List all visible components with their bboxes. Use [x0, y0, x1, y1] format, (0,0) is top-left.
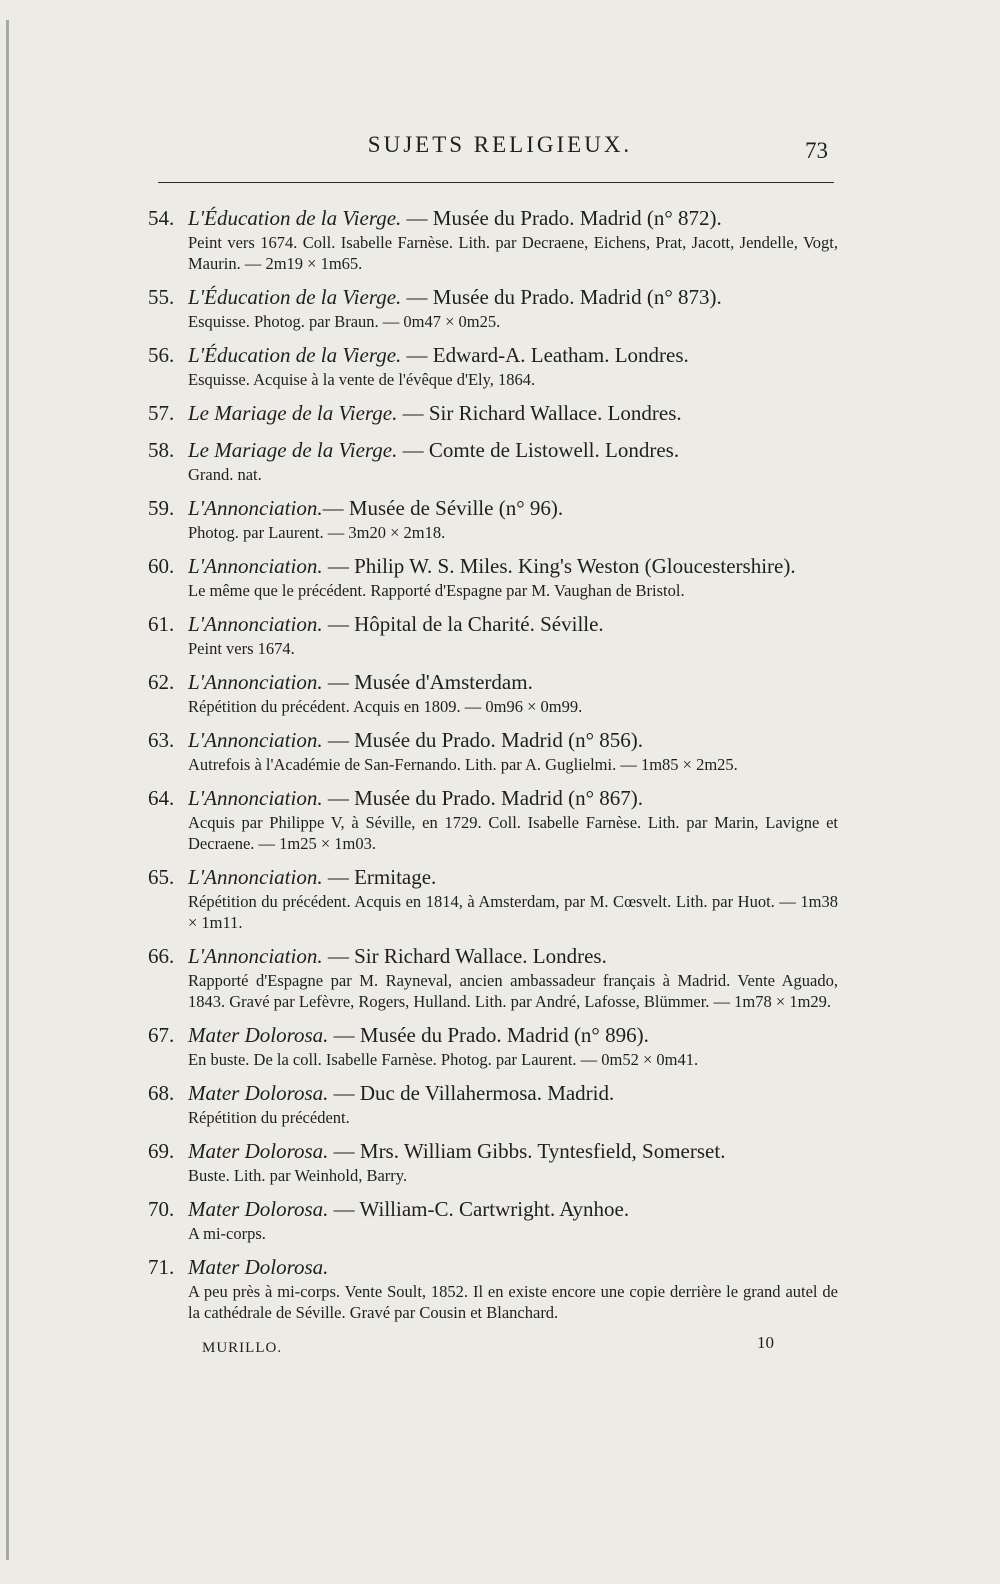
- entry-location: — Musée du Prado. Madrid (n° 873).: [401, 285, 722, 309]
- entry-location: — Duc de Villahermosa. Madrid.: [328, 1081, 615, 1105]
- entry-location: — Ermitage.: [322, 865, 437, 889]
- catalogue-entry: [148, 1195, 838, 1244]
- entry-title: L'Annonciation.: [188, 728, 323, 752]
- running-header-title: SUJETS RELIGIEUX.: [367, 132, 633, 157]
- entry-location: — Musée de Séville (n° 96).: [322, 496, 564, 520]
- entry-heading: [148, 668, 838, 696]
- entry-title: Mater Dolorosa.: [188, 1023, 329, 1047]
- page-margin-shadow: [6, 20, 9, 1560]
- catalogue-entry: [148, 726, 838, 775]
- entry-note: Autrefois à l'Académie de San-Fernando. Lith. par A. Guglielmi. — 1m85 × 2m25.: [188, 755, 738, 774]
- entry-note: Le même que le précédent. Rapporté d'Espagne par M. Vaughan de Bristol.: [188, 581, 685, 600]
- entry-number: 54.: [148, 206, 175, 230]
- entry-heading: [148, 726, 838, 754]
- entry-location: — Musée du Prado. Madrid (n° 872).: [401, 206, 722, 230]
- entry-number: 67.: [148, 1023, 175, 1047]
- entry-number: 62.: [148, 670, 175, 694]
- entry-location: — Musée du Prado. Madrid (n° 896).: [328, 1023, 649, 1047]
- entry-note: Répétition du précédent.: [188, 1108, 350, 1127]
- entry-title: L'Annonciation.: [188, 786, 323, 810]
- entry-number: 66.: [148, 944, 175, 968]
- entry-location: — Sir Richard Wallace. Londres.: [322, 944, 607, 968]
- entry-heading: [148, 942, 838, 970]
- entry-heading: [148, 1021, 838, 1049]
- catalogue-entry: [148, 552, 838, 601]
- entry-heading: [148, 784, 838, 812]
- entry-number: 71.: [148, 1255, 175, 1279]
- entry-location: — Mrs. William Gibbs. Tyntesfield, Somerset.: [328, 1139, 726, 1163]
- entry-location: — Sir Richard Wallace. Londres.: [397, 401, 682, 425]
- entry-number: 59.: [148, 496, 175, 520]
- entry-title: L'Annonciation.: [188, 612, 323, 636]
- entry-title: L'Annonciation.: [188, 554, 323, 578]
- entry-note: Acquis par Philippe V, à Séville, en 1729. Coll. Isabelle Farnèse. Lith. par Marin, Lavigne et Decraene. — 1m25 × 1m03.: [188, 813, 838, 853]
- entry-note: A mi-corps.: [188, 1224, 266, 1243]
- entry-heading: [148, 399, 838, 427]
- catalogue-entry: [148, 204, 838, 274]
- entry-number: 63.: [148, 728, 175, 752]
- catalogue-entries: [148, 204, 838, 1332]
- entry-heading: [148, 283, 838, 311]
- entry-note: Rapporté d'Espagne par M. Rayneval, ancien ambassadeur français à Madrid. Vente Aguado, 1843. Gravé par Lefèvre, Rogers, Hulland. Lith. par André, Lafosse, Blümmer. — 1m78 × 1m29.: [188, 971, 838, 1011]
- page-number: 73: [805, 138, 828, 163]
- entry-note: Photog. par Laurent. — 3m20 × 2m18.: [188, 523, 446, 542]
- entry-title: L'Éducation de la Vierge.: [188, 285, 402, 309]
- entry-location: — Edward-A. Leatham. Londres.: [401, 343, 689, 367]
- entry-number: 68.: [148, 1081, 175, 1105]
- entry-location: — William-C. Cartwright. Aynhoe.: [328, 1197, 630, 1221]
- catalogue-entry: [148, 283, 838, 332]
- entry-note: Esquisse. Photog. par Braun. — 0m47 × 0m25.: [188, 312, 501, 331]
- entry-number: 55.: [148, 285, 175, 309]
- entry-heading: [148, 1195, 838, 1223]
- entry-number: 65.: [148, 865, 175, 889]
- entry-number: 69.: [148, 1139, 175, 1163]
- entry-note: Grand. nat.: [188, 465, 262, 484]
- catalogue-entry: [148, 436, 838, 485]
- entry-title: Mater Dolorosa.: [188, 1197, 329, 1221]
- catalogue-entry: [148, 1021, 838, 1070]
- entry-number: 57.: [148, 401, 175, 425]
- entry-note: Répétition du précédent. Acquis en 1809. — 0m96 × 0m99.: [188, 697, 583, 716]
- catalogue-entry: [148, 784, 838, 854]
- entry-heading: [148, 1253, 838, 1281]
- catalogue-entry: [148, 1137, 838, 1186]
- entry-title: Le Mariage de la Vierge.: [188, 401, 398, 425]
- entry-heading: [148, 863, 838, 891]
- entry-number: 70.: [148, 1197, 175, 1221]
- catalogue-entry: [148, 399, 838, 427]
- entry-location: — Musée du Prado. Madrid (n° 867).: [322, 786, 644, 810]
- entry-number: 56.: [148, 343, 175, 367]
- entry-note: A peu près à mi-corps. Vente Soult, 1852. Il en existe encore une copie derrière le grand autel de la cathédrale de Séville. Gravé par Cousin et Blanchard.: [188, 1282, 838, 1322]
- entry-location: — Philip W. S. Miles. King's Weston (Gloucestershire).: [322, 554, 796, 578]
- catalogue-entry: [148, 341, 838, 390]
- entry-title: L'Annonciation.: [188, 670, 323, 694]
- entry-title: Mater Dolorosa.: [188, 1139, 329, 1163]
- entry-location: — Comte de Listowell. Londres.: [397, 438, 680, 462]
- entry-title: Mater Dolorosa.: [188, 1255, 329, 1279]
- catalogue-entry: [148, 863, 838, 933]
- entry-title: Mater Dolorosa.: [188, 1081, 329, 1105]
- entry-note: Répétition du précédent. Acquis en 1814, à Amsterdam, par M. Cœsvelt. Lith. par Huot. — 1m38 × 1m11.: [188, 892, 838, 932]
- entry-title: Le Mariage de la Vierge.: [188, 438, 398, 462]
- entry-number: 60.: [148, 554, 175, 578]
- entry-heading: [148, 436, 838, 464]
- entry-title: L'Éducation de la Vierge.: [188, 343, 402, 367]
- entry-note: Peint vers 1674.: [188, 639, 295, 658]
- entry-title: L'Annonciation.: [188, 865, 323, 889]
- catalogue-entry: [148, 942, 838, 1012]
- entry-number: 61.: [148, 612, 175, 636]
- entry-note: Esquisse. Acquise à la vente de l'évêque d'Ely, 1864.: [188, 370, 536, 389]
- entry-note: Peint vers 1674. Coll. Isabelle Farnèse. Lith. par Decraene, Eichens, Prat, Jacott, Jendelle, Vogt, Maurin. — 2m19 × 1m65.: [188, 233, 838, 273]
- entry-heading: [148, 494, 838, 522]
- entry-heading: [148, 552, 838, 580]
- entry-note: Buste. Lith. par Weinhold, Barry.: [188, 1166, 408, 1185]
- entry-heading: [148, 1079, 838, 1107]
- entry-title: L'Éducation de la Vierge.: [188, 206, 402, 230]
- entry-title: L'Annonciation.: [188, 944, 323, 968]
- entry-title: L'Annonciation.: [188, 496, 323, 520]
- entry-note: En buste. De la coll. Isabelle Farnèse. Photog. par Laurent. — 0m52 × 0m41.: [188, 1050, 699, 1069]
- entry-heading: [148, 341, 838, 369]
- header-rule: [158, 182, 834, 183]
- entry-heading: [148, 1137, 838, 1165]
- entry-location: — Musée d'Amsterdam.: [322, 670, 533, 694]
- entry-location: — Musée du Prado. Madrid (n° 856).: [322, 728, 644, 752]
- catalogue-entry: [148, 1079, 838, 1128]
- catalogue-entry: [148, 610, 838, 659]
- catalogue-entry: [148, 668, 838, 717]
- entry-location: — Hôpital de la Charité. Séville.: [322, 612, 604, 636]
- entry-number: 64.: [148, 786, 175, 810]
- footer-sheet-number: 10: [757, 1333, 774, 1352]
- footer-signature: MURILLO.: [202, 1340, 283, 1356]
- catalogue-entry: [148, 494, 838, 543]
- entry-heading: [148, 204, 838, 232]
- entry-number: 58.: [148, 438, 175, 462]
- catalogue-entry: [148, 1253, 838, 1323]
- entry-heading: [148, 610, 838, 638]
